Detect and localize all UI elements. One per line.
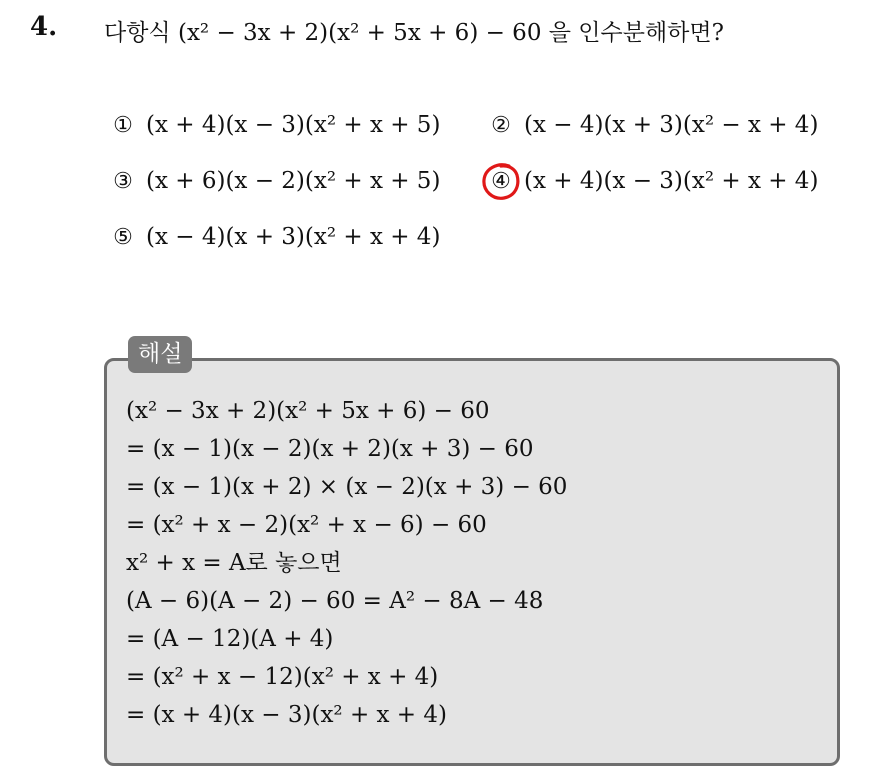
choice-1[interactable]	[108, 112, 440, 138]
solution-line-6: (A − 6)(A − 2) − 60 = A² − 8A − 48	[126, 588, 544, 614]
solution-label: 해설	[128, 336, 192, 373]
solution-line-1: (x² − 3x + 2)(x² + 5x + 6) − 60	[126, 398, 490, 424]
choice-3[interactable]	[108, 168, 440, 194]
choice-3-mark: ③	[113, 168, 133, 194]
solution-line-8: = (x² + x − 12)(x² + x + 4)	[126, 664, 439, 690]
solution-lines	[126, 392, 567, 734]
solution-line-9: = (x + 4)(x − 3)(x² + x + 4)	[126, 702, 448, 728]
question-number: 4.	[30, 12, 58, 42]
choice-3-expression: (x + 6)(x − 2)(x² + x + 5)	[146, 168, 441, 194]
choice-5[interactable]	[108, 224, 440, 250]
solution-line-7: = (A − 12)(A + 4)	[126, 626, 334, 652]
choice-4-mark	[486, 169, 516, 194]
choice-2-expression: (x − 4)(x + 3)(x² − x + 4)	[524, 112, 819, 138]
solution-line-5: x² + x = A로 놓으면	[126, 550, 342, 576]
question-text: 다항식 (x² − 3x + 2)(x² + 5x + 6) − 60 을 인수분해하면?	[104, 20, 724, 46]
choice-4-expression: (x + 4)(x − 3)(x² + x + 4)	[524, 168, 819, 194]
choice-1-expression: (x + 4)(x − 3)(x² + x + 5)	[146, 112, 441, 138]
choice-5-mark: ⑤	[113, 224, 133, 250]
solution-line-2: = (x − 1)(x − 2)(x + 2)(x + 3) − 60	[126, 436, 534, 462]
solution-line-4: = (x² + x − 2)(x² + x − 6) − 60	[126, 512, 487, 538]
choice-1-mark: ①	[113, 112, 133, 138]
choice-5-expression: (x − 4)(x + 3)(x² + x + 4)	[146, 224, 441, 250]
choice-4-mark-glyph: ④	[491, 168, 511, 194]
choice-4[interactable]	[486, 168, 818, 194]
solution-line-3: = (x − 1)(x + 2) × (x − 2)(x + 3) − 60	[126, 474, 568, 500]
choice-2[interactable]	[486, 112, 818, 138]
choice-2-mark: ②	[491, 112, 511, 138]
